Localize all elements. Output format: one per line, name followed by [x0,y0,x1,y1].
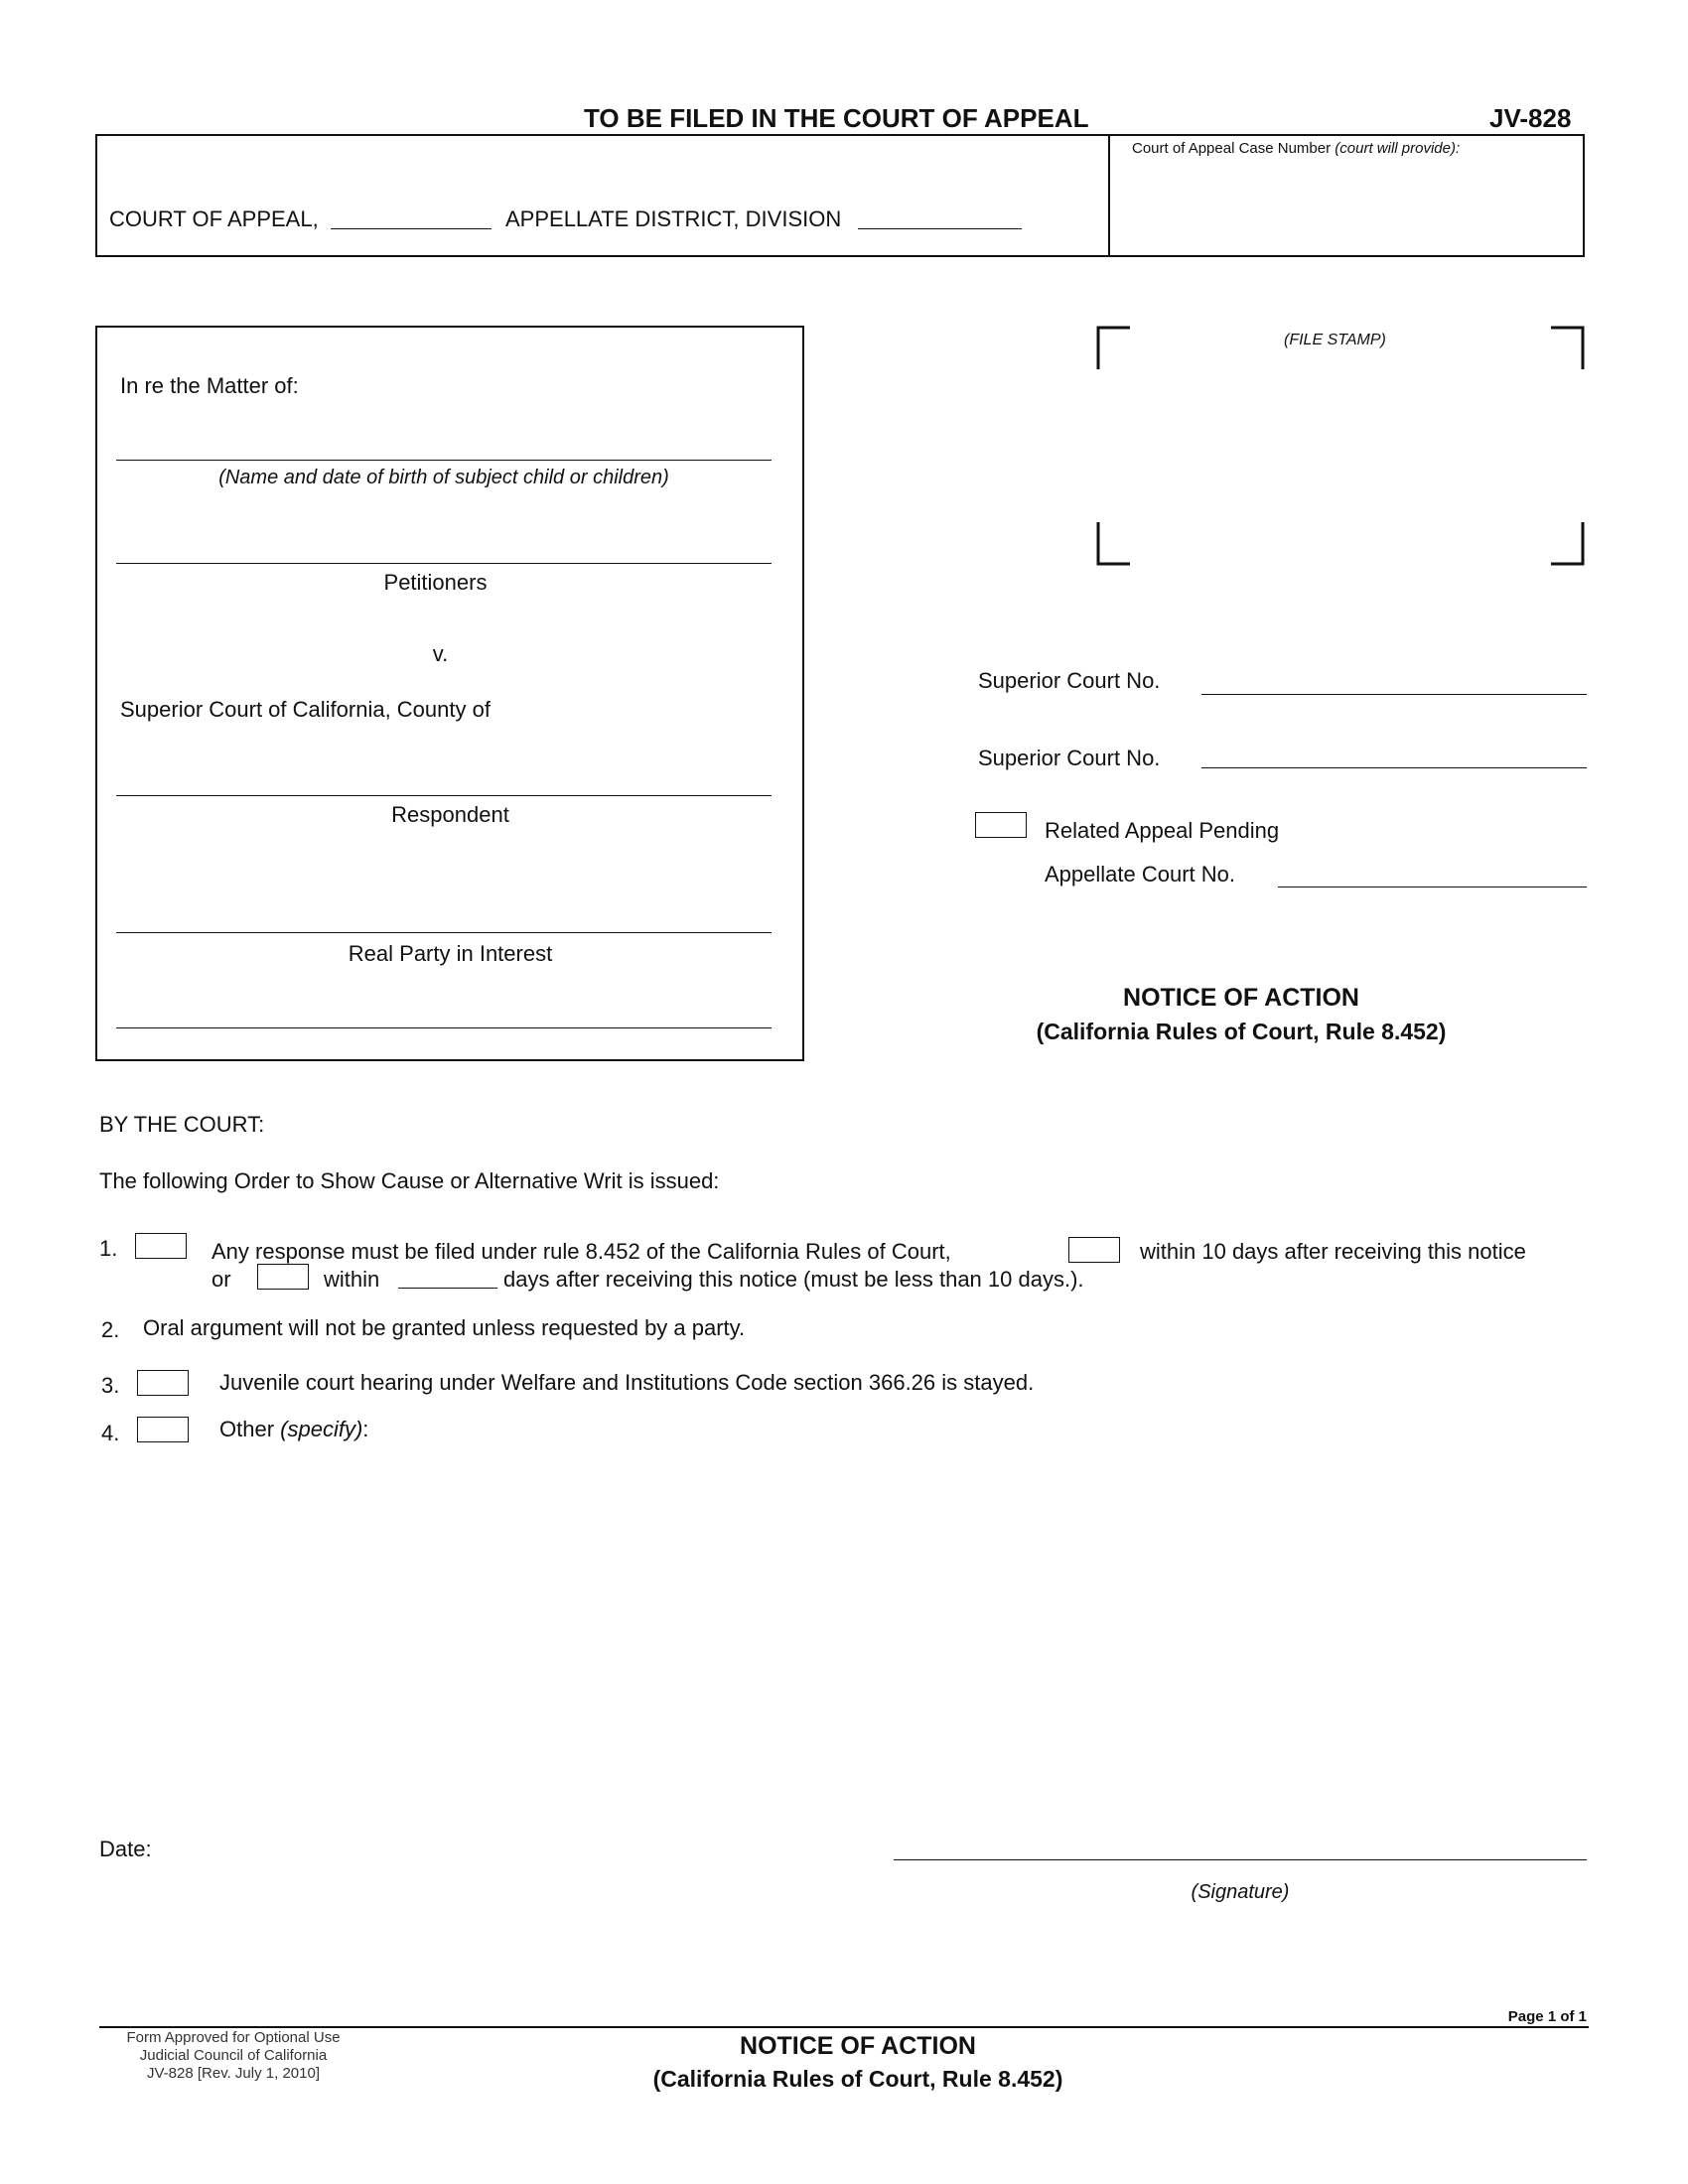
file-stamp-corner-bottom-left [1096,522,1130,566]
file-stamp-corner-top-left [1096,326,1130,369]
item4-checkbox[interactable] [137,1417,189,1442]
real-party-field[interactable] [116,932,772,933]
superior-court-no-field-2[interactable] [1201,767,1587,768]
court-of-appeal-district-field[interactable] [331,228,492,229]
page-number: Page 1 of 1 [1507,2008,1587,2025]
item4-text: Other (specify): [219,1417,369,1441]
file-stamp-corner-bottom-right [1551,522,1585,566]
division-field[interactable] [858,228,1022,229]
form-subtitle: (California Rules of Court, Rule 8.452) [1036,1019,1447,1044]
file-stamp-label: (FILE STAMP) [1284,332,1386,348]
item1-ten-days-checkbox[interactable] [1068,1237,1120,1263]
item1-checkbox[interactable] [135,1233,187,1259]
item1-within: within [324,1267,380,1292]
form-title: NOTICE OF ACTION [1123,984,1359,1012]
approval-line-1: Form Approved for Optional Use [126,2029,341,2046]
intro-text: The following Order to Show Cause or Alternative Writ is issued: [99,1168,720,1193]
name-dob-note: (Name and date of birth of subject child or children) [218,467,669,488]
item2-text: Oral argument will not be granted unless requested by a party. [143,1315,746,1340]
item1-number: 1. [99,1236,118,1261]
related-appeal-checkbox[interactable] [975,812,1027,838]
item1-text-c: days after receiving this notice (must be less than 10 days.). [503,1267,1084,1292]
county-field[interactable] [116,795,772,796]
signature-field[interactable] [894,1859,1587,1860]
footer-subtitle: (California Rules of Court, Rule 8.452) [652,2066,1063,2092]
appellate-district-label: APPELLATE DISTRICT, DIVISION [505,206,842,231]
court-box-divider [1108,134,1110,257]
date-field[interactable] [169,1827,765,1862]
signature-label: (Signature) [1191,1881,1290,1903]
related-appeal-label: Related Appeal Pending [1045,818,1280,843]
superior-court-no-label-2: Superior Court No. [978,746,1161,770]
superior-court-label: Superior Court of California, County of [120,697,491,722]
form-number: JV-828 [1489,103,1572,133]
approval-line-2: Judicial Council of California [139,2047,328,2064]
petitioners-field[interactable] [116,563,772,564]
real-party-label: Real Party in Interest [348,941,553,966]
footer-rule [99,2026,1589,2028]
superior-court-no-label-1: Superior Court No. [978,668,1161,693]
header-title: TO BE FILED IN THE COURT OF APPEAL [584,103,1089,133]
item1-or: or [211,1267,231,1292]
item2-number: 2. [101,1317,120,1342]
item3-text: Juvenile court hearing under Welfare and Institutions Code section 366.26 is stayed. [219,1370,1035,1395]
footer-title: NOTICE OF ACTION [740,2032,976,2060]
by-the-court: BY THE COURT: [99,1112,265,1137]
respondent-label: Respondent [391,802,509,827]
child-name-field[interactable] [116,460,772,461]
item3-number: 3. [101,1373,120,1398]
case-number-label: Court of Appeal Case Number (court will provide): [1132,140,1461,157]
approval-block [99,2029,367,2083]
court-of-appeal-label: COURT OF APPEAL, [109,206,319,231]
superior-court-no-field-1[interactable] [1201,694,1587,695]
item4-specify-area[interactable] [219,1449,1580,1777]
in-re-label: In re the Matter of: [120,373,299,398]
item4-number: 4. [101,1421,120,1445]
appellate-court-no-label: Appellate Court No. [1045,862,1235,887]
item3-checkbox[interactable] [137,1370,189,1396]
item1-text-b: within 10 days after receiving this notice [1140,1239,1526,1264]
approval-line-3: JV-828 [Rev. July 1, 2010] [147,2065,320,2082]
file-stamp-corner-top-right [1551,326,1585,369]
item1-custom-days-checkbox[interactable] [257,1264,309,1290]
case-number-field[interactable] [1112,171,1579,250]
item1-days-field[interactable] [398,1288,497,1289]
v-label: v. [432,641,449,666]
real-party-name-field[interactable] [116,1027,772,1028]
item1-text-a: Any response must be filed under rule 8.452 of the California Rules of Court, [211,1239,951,1264]
date-label: Date: [99,1837,152,1861]
petitioners-label: Petitioners [383,570,488,595]
